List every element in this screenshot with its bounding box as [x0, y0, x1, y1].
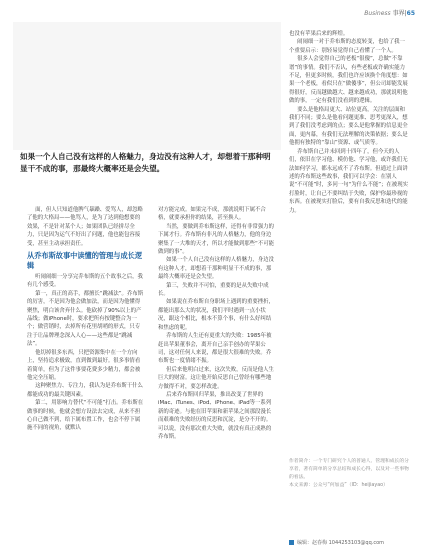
paragraph: 这种聚焦力、专注力，我认为是乔布斯干什么都能成功的最关键因素。 — [27, 383, 143, 398]
column-name: 事界 — [392, 10, 405, 17]
paragraph: 面，但人只知道他脾气暴躁、爱骂人，却忽略了他的大格局——他骂人，是为了达到他想要的效果，不是针对某个人；如果团队已经拼尽全力，只是因为运气不好出了问题，他也能包容接受，甚至主动承担责任。 — [27, 207, 143, 247]
paragraph: 第二，用影响力替代“不可能”打击。乔布斯在做事的时候，他就会想方设法去完成，从来不担心自己做不到，给下属布置工作，也会不停下属施不同的视角，就默认 — [27, 400, 144, 432]
section-name: Business — [364, 10, 391, 17]
paragraph: 也没有苹果后来的辉煌。 — [289, 31, 349, 37]
paragraph: 第一，真正的高手，都擅长“跳减法”。乔布斯的厉害，不是因为他会做加法，而是因为他懂得聚焦，明白该舍弃什么。他砍掉了90%以上的产品线；做iPhone时，要求把所有按键整合为一个；做营销时，去掉所有花里胡哨的形式，只专注于让品牌理念深入人心——这些都是“跳减法”。 — [27, 290, 144, 348]
paragraph: 如果说在乔布斯自身职场上遇到的重要挫折，都能出那么大的状况，我们平时遇到一点小状况，跟这个相比，根本不算个事，有什么好纠结和焦虑的呢。 — [158, 299, 274, 331]
pull-quote: 如果一个人自己没有这样的人格魅力，身边没有这种人才，却想着干那种明显干不成的事，那最终大概率还是会失望。 — [20, 152, 271, 173]
paragraph: 他切掉很多东西，只把资源集中在一个方向上，坚持追求极致，直到做到最好。很多事情看着简单，但为了这件事要花费多少精力，都会被他完全压缩。 — [27, 349, 141, 381]
page-footer — [289, 539, 414, 546]
paragraph: 第三，失败并不可怕，重要的是从失败中成长。 — [158, 282, 269, 298]
page-number: 65 — [406, 10, 415, 17]
footer-marker-icon — [289, 540, 294, 545]
author-note — [289, 458, 409, 490]
paragraph: 乔布斯自己并未回到十四年了，但今天的人们，依旧在学习他、模仿他、学习他，或许我们无法如何学习，都永远成不了乔布斯。但通过上面讲述的乔布斯这些故事，我们可以学会：在别人说“不可能”时，多问一句“为什么不能”；在被现实打脸时，让自己不要纠结于失败，保护你最珍视的东西。在被现实打脸后，要有自我反思和迭代的能力。 — [289, 148, 408, 214]
article-column-2 — [158, 206, 275, 441]
illustration-area — [13, 22, 281, 150]
paragraph: 乔布斯的人生还有更重大的失败：1985年被赶出苹果董事会，离开自己亲手创办的苹果公司，这对任何人来说，都是很大很难的失败。乔布斯也一度情绪不振。 — [158, 333, 272, 365]
section-heading: 从乔布斯故事中读懂的管理与成长逻辑 — [27, 251, 143, 271]
author-bio: 作者简介：一个专门研究个人的普通人、管理和成长的分享者，著有简单的分享总结和成长心得，以及对一些事物的看法。 — [289, 459, 409, 480]
paragraph: 闹闹细一对于乔布斯的态度转变，也给了我一个重要启示：别轻易觉得自己看懂了一个人。 — [289, 39, 405, 54]
editor-credit: 编辑：赵春梅 1044253103@qq.com — [297, 540, 385, 546]
paragraph: 要么是他格局更大、站位更高，关注的层面和我们不同；要么是他看问题更准、思考更深入，想到了我们没考虑到的点；要么是他掌握的信息更全面，更内幕，有我们无法理解的决策依据；要么是他拥有独特的“靠山”资源、或气质等。 — [289, 106, 408, 147]
paragraph: 当然，要做到乔布斯这样，还得有非常强力的下属才行。乔布斯有非凡的人格魅力，他的身边聚集了一大堆的天才，所以才能做到那些“不可能做到的事”。 — [158, 223, 274, 256]
paragraph: 但后来他明白过来，这次失败，反而是他人生巨大的财富。这让他开始反思自己曾经有哪些地方做得不对，要怎样改进。 — [158, 366, 274, 390]
paragraph: 如果一个人自己没有这样的人格魅力，身边没有这种人才，却想着干那种明显干不成的事，那最终大概率还是会失望。 — [158, 257, 274, 281]
paragraph: 后来乔布斯回归苹果，推出改变了世界的iMac、iTunes、iPod、iPhone、iPad等一系列新的奇迹。与他在旧苹果和新苹果之间那段漫长而艰难的失败经历的反思和沉淀，是分不开的。可以说，没有那次重大失败，就没有真正成熟的乔布斯。 — [158, 391, 272, 440]
paragraph: 对方能完成。如果完不成，那就说明下属不合格，就要承担你的结果，甚至换人。 — [158, 207, 266, 222]
article-column-3 — [289, 30, 409, 215]
article-column-1 — [27, 206, 144, 433]
page-header: Business 事界|65 — [364, 10, 415, 17]
paragraph: 很多人会觉得自己的老板“很傻”，总做“不靠谱”的事情。我们不否认，有些老板或许确实能力不足，但更多时候，我们也许应该换个角度想：如果一个老板，看似只在“做傻事”，但公司却能发展得很好，反而越做越大、越来越成功，那就说明他做的事，一定有我们没看到的逻辑。 — [289, 56, 408, 105]
paragraph: 听闹闹细一分享完乔布斯的五个故事之后，我有几个感受。 — [27, 274, 143, 289]
article-source: 本文来源：公众号“何加益”（ID：heijiayao） — [289, 483, 388, 488]
